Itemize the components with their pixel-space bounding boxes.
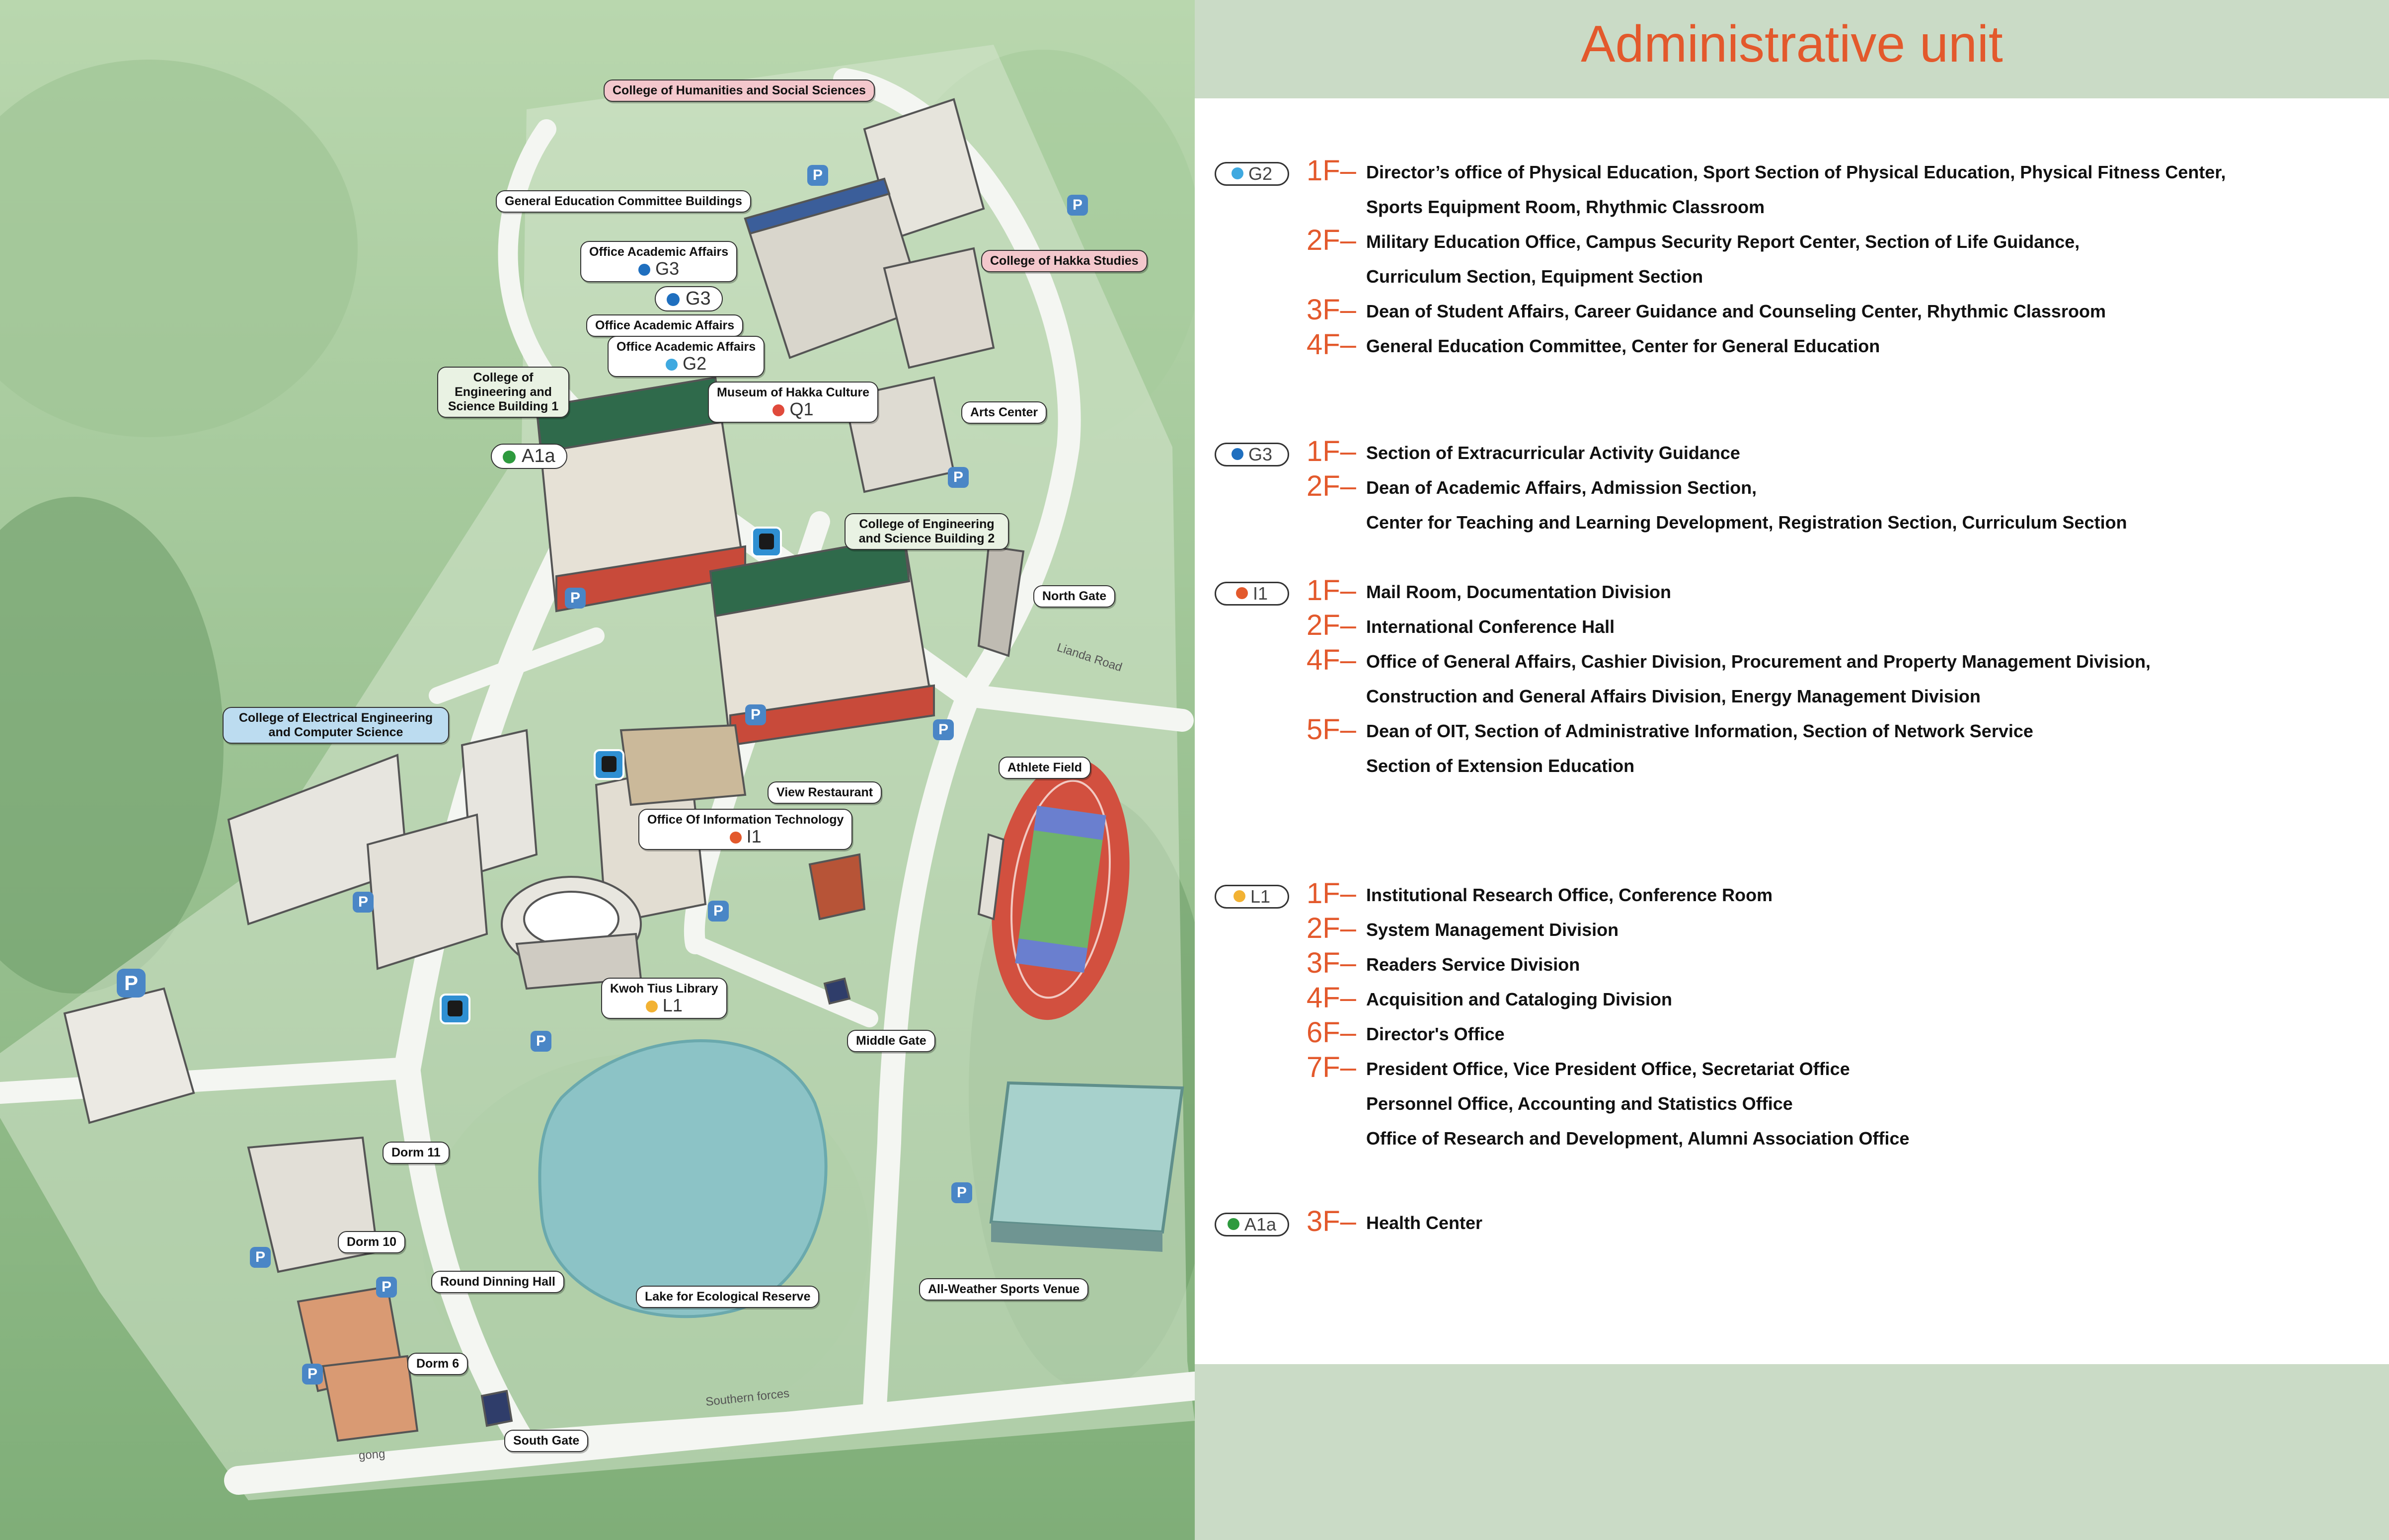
label-office-of-it[interactable]: [638, 809, 852, 850]
parking-icon[interactable]: P: [302, 1364, 323, 1385]
floor-offices: Dean of Academic Affairs, Admission Section,: [1366, 477, 1757, 498]
floor-offices: Acquisition and Cataloging Division: [1366, 989, 1673, 1009]
floor-offices: Office of Research and Development, Alumni Association Office: [1366, 1128, 1910, 1149]
code-text: G3: [686, 288, 711, 309]
code-text: A1a: [522, 446, 555, 466]
label-athlete-field[interactable]: Athlete Field: [999, 757, 1091, 779]
dot-marker: [503, 451, 516, 463]
road-lianda: Lianda Road: [1055, 640, 1124, 675]
parking-icon[interactable]: P: [933, 719, 954, 740]
code-text: Q1: [789, 399, 814, 419]
floor-offices: Curriculum Section, Equipment Section: [1366, 266, 1703, 287]
dot-marker: [1232, 448, 1243, 460]
unit-code: L1: [1250, 886, 1271, 907]
floor-number: 1F–: [1307, 574, 1356, 607]
label-library[interactable]: [601, 978, 727, 1019]
dot-marker: [667, 293, 680, 306]
floor-offices: Sports Equipment Room, Rhythmic Classroom: [1366, 197, 1765, 217]
parking-icon[interactable]: P: [250, 1247, 271, 1268]
floor-number: 4F–: [1307, 328, 1356, 361]
code-text: L1: [662, 995, 683, 1015]
label-north-gate[interactable]: North Gate: [1033, 585, 1115, 608]
floor-offices: Readers Service Division: [1366, 954, 1580, 975]
floor-offices: Military Education Office, Campus Security Report Center, Section of Life Guidance,: [1366, 231, 2080, 252]
code-text: I1: [746, 826, 762, 847]
floor-offices: Institutional Research Office, Conference Room: [1366, 885, 1773, 905]
label-dorm-10[interactable]: Dorm 10: [338, 1231, 405, 1253]
parking-icon[interactable]: P: [807, 165, 828, 186]
parking-icon[interactable]: P: [708, 901, 729, 922]
floor-number: 2F–: [1307, 609, 1356, 641]
parking-icon[interactable]: P: [745, 704, 766, 725]
parking-icon[interactable]: P: [117, 969, 146, 998]
floor-offices: Director’s office of Physical Education, Sport Section of Physical Education, Physical Fitness Center,: [1366, 162, 2226, 182]
floor-number: 7F–: [1307, 1051, 1356, 1083]
floor-number: 5F–: [1307, 713, 1356, 746]
label-office-academic-affairs-g2[interactable]: [608, 336, 765, 377]
unit-code-badge[interactable]: [1215, 162, 1289, 186]
floor-number: 1F–: [1307, 154, 1356, 187]
label-text: Office Of Information Technology: [647, 813, 844, 827]
unit-code: G2: [1248, 163, 1273, 184]
label-hakka-museum[interactable]: [708, 382, 878, 423]
label-eng-science-2[interactable]: College of Engineering and Science Building 2: [845, 513, 1009, 550]
floor-offices: Health Center: [1366, 1213, 1483, 1233]
floor-offices: Mail Room, Documentation Division: [1366, 582, 1672, 602]
bus-stop-icon[interactable]: [440, 994, 470, 1024]
floor-offices: Dean of OIT, Section of Administrative Information, Section of Network Service: [1366, 721, 2033, 741]
parking-icon[interactable]: P: [948, 467, 969, 488]
dot-marker: [730, 832, 742, 844]
floor-number: 6F–: [1307, 1016, 1356, 1049]
floor-offices: General Education Committee, Center for General Education: [1366, 336, 1880, 356]
dot-marker: [1233, 890, 1245, 902]
label-arts-center[interactable]: Arts Center: [961, 401, 1047, 424]
unit-code-badge[interactable]: [1215, 443, 1289, 466]
floor-offices: Section of Extension Education: [1366, 756, 1635, 776]
floor-number: 2F–: [1307, 470, 1356, 502]
floor-number: 3F–: [1307, 294, 1356, 326]
label-view-restaurant[interactable]: View Restaurant: [768, 781, 882, 804]
panel-footer: [1195, 1364, 2389, 1540]
dot-marker: [638, 264, 650, 276]
dot-marker: [1232, 167, 1243, 179]
dot-marker: [666, 359, 678, 371]
label-sports-venue[interactable]: All-Weather Sports Venue: [919, 1278, 1088, 1301]
unit-code: I1: [1252, 583, 1268, 604]
label-hakka-studies[interactable]: College of Hakka Studies: [981, 250, 1148, 272]
floor-offices: Center for Teaching and Learning Development, Registration Section, Curriculum Section: [1366, 512, 2127, 533]
label-eecs[interactable]: College of Electrical Engineering and Computer Science: [223, 707, 449, 744]
dot-marker: [772, 404, 784, 416]
label-dorm-6[interactable]: Dorm 6: [407, 1353, 468, 1375]
administrative-panel: [1195, 0, 2389, 1540]
label-text: Office Academic Affairs: [617, 340, 756, 354]
floor-offices: Personnel Office, Accounting and Statistics Office: [1366, 1093, 1793, 1114]
label-text: Museum of Hakka Culture: [717, 385, 870, 399]
floor-number: 3F–: [1307, 1205, 1356, 1237]
floor-offices: Dean of Student Affairs, Career Guidance and Counseling Center, Rhythmic Classroom: [1366, 301, 2106, 321]
code-tag: [717, 400, 869, 419]
unit-code: A1a: [1244, 1214, 1277, 1234]
code-tag: [647, 827, 844, 846]
label-humanities[interactable]: College of Humanities and Social Sciences: [604, 79, 875, 102]
floor-number: 3F–: [1307, 947, 1356, 979]
label-dorm-11[interactable]: Dorm 11: [383, 1142, 450, 1164]
code-tag: [610, 996, 718, 1015]
dot-marker: [1228, 1218, 1239, 1230]
parking-icon[interactable]: P: [951, 1182, 972, 1203]
panel-header: [1195, 0, 2389, 98]
unit-code: G3: [1248, 444, 1273, 464]
unit-code-badge[interactable]: [1215, 885, 1289, 909]
road-gong: gong: [358, 1447, 386, 1463]
floor-offices: System Management Division: [1366, 920, 1619, 940]
parking-icon[interactable]: P: [531, 1031, 551, 1052]
code-text: G2: [683, 353, 707, 374]
label-text: Office Academic Affairs: [589, 245, 729, 259]
floor-offices: Director's Office: [1366, 1024, 1505, 1044]
floor-offices: Construction and General Affairs Division, Energy Management Division: [1366, 686, 1981, 706]
road-southern: Southern forces: [705, 1386, 790, 1409]
bus-stop-icon[interactable]: [751, 527, 782, 557]
floor-number: 4F–: [1307, 644, 1356, 676]
panel-title: Administrative unit: [1581, 15, 2003, 73]
unit-code-badge[interactable]: [1215, 582, 1289, 606]
floor-number: 2F–: [1307, 224, 1356, 256]
floor-number: 1F–: [1307, 877, 1356, 910]
unit-code-badge[interactable]: [1215, 1213, 1289, 1236]
label-middle-gate[interactable]: Middle Gate: [847, 1030, 935, 1052]
code-tag: [589, 259, 728, 278]
parking-icon[interactable]: P: [1067, 195, 1088, 216]
code-pill-g3[interactable]: [655, 286, 723, 311]
parking-icon[interactable]: P: [376, 1277, 397, 1298]
code-pill-a1a[interactable]: [491, 444, 567, 469]
floor-number: 4F–: [1307, 982, 1356, 1014]
floor-offices: President Office, Vice President Office, Secretariat Office: [1366, 1059, 1850, 1079]
label-eng-science-1[interactable]: College of Engineering and Science Building 1: [437, 367, 569, 418]
floor-offices: International Conference Hall: [1366, 616, 1615, 637]
floor-number: 2F–: [1307, 912, 1356, 944]
label-office-academic-affairs[interactable]: Office Academic Affairs: [586, 314, 743, 337]
parking-icon[interactable]: P: [353, 892, 374, 913]
label-round-dining-hall[interactable]: Round Dinning Hall: [431, 1271, 564, 1293]
floor-number: 1F–: [1307, 435, 1356, 467]
bus-stop-icon[interactable]: [594, 749, 624, 780]
code-tag: [617, 354, 756, 373]
label-south-gate[interactable]: South Gate: [504, 1430, 588, 1452]
floor-offices: Section of Extracurricular Activity Guidance: [1366, 443, 1740, 463]
floor-offices: Office of General Affairs, Cashier Division, Procurement and Property Management Division,: [1366, 651, 2151, 672]
parking-icon[interactable]: P: [565, 588, 586, 609]
dot-marker: [646, 1001, 658, 1012]
dot-marker: [1236, 587, 1248, 599]
label-gen-ed-buildings[interactable]: General Education Committee Buildings: [496, 190, 751, 213]
label-lake[interactable]: Lake for Ecological Reserve: [636, 1286, 819, 1308]
code-text: G3: [655, 258, 680, 279]
label-office-academic-affairs-g3[interactable]: [580, 241, 737, 282]
label-text: Kwoh Tius Library: [610, 982, 718, 996]
